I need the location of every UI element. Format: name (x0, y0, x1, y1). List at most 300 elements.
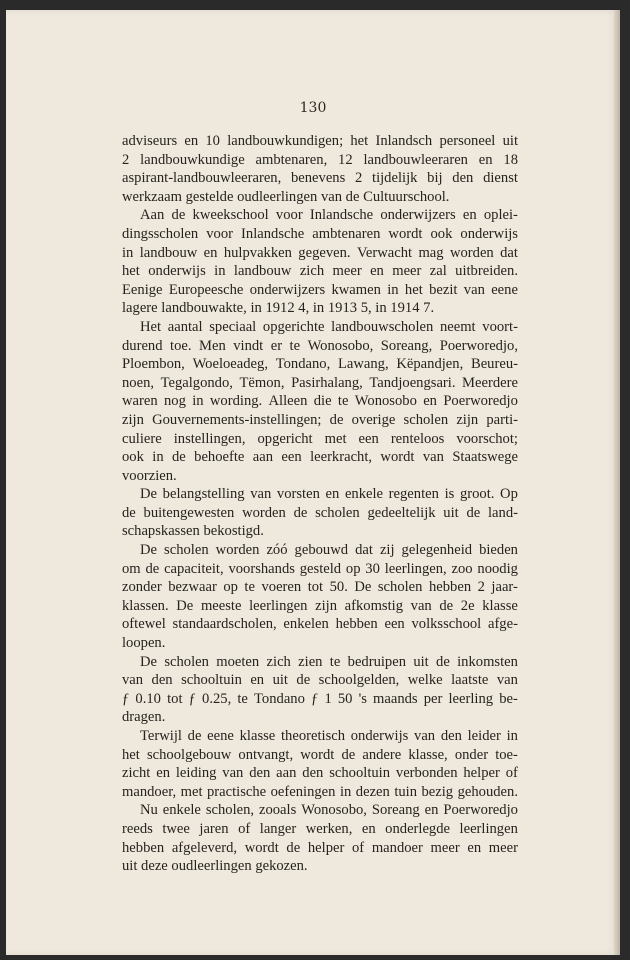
word: ook (430, 225, 453, 242)
word: hebben (122, 839, 165, 856)
word: Soreang (371, 802, 420, 819)
text-line (122, 801, 518, 820)
word: dezen (355, 783, 390, 800)
word: noen, (122, 374, 155, 391)
text-line (122, 653, 518, 672)
word: zijn (456, 411, 479, 428)
word: dingsscholen (122, 225, 199, 242)
word: klasse (482, 597, 518, 614)
word: 's (358, 690, 367, 707)
word: Inlandsch (375, 133, 433, 149)
word: leerling (448, 690, 494, 707)
word: en (478, 151, 493, 168)
word: instellingen, (173, 430, 246, 447)
text-line (122, 392, 518, 411)
word: per (423, 690, 443, 707)
word: be- (499, 690, 518, 707)
word: voorschot; (456, 430, 518, 447)
word: gehouden. (457, 783, 518, 800)
word: Verwacht (356, 244, 413, 261)
word: afgeleverd, (171, 839, 238, 856)
word: practische (206, 783, 267, 800)
word: te (329, 653, 341, 670)
word: groot. (459, 486, 495, 503)
word: helper (463, 765, 500, 782)
word: de (286, 839, 301, 856)
word: verbonden (395, 765, 458, 782)
word: worden (215, 542, 260, 559)
word: van (250, 486, 272, 503)
word: den (440, 728, 462, 744)
word: de (296, 672, 311, 689)
word: leerkracht, (310, 449, 373, 466)
word: Wonosobo, (301, 802, 367, 819)
word: De (140, 653, 158, 670)
text-line (122, 764, 518, 783)
word: en (467, 839, 482, 856)
word: Alleen (268, 393, 308, 410)
word: tot (167, 690, 183, 707)
word: te (289, 337, 301, 354)
word: enkele (162, 802, 201, 819)
word: mandoer (371, 839, 423, 856)
word: schoolgelden, (318, 672, 400, 689)
word: landbouwleeraren (363, 151, 468, 168)
word: gesteld (299, 560, 342, 577)
word: de (466, 504, 481, 521)
word: jaar- (491, 579, 518, 596)
word: ambtenaren (312, 225, 381, 242)
word: aantal (167, 318, 203, 335)
text-line (122, 727, 518, 746)
text-line (122, 355, 518, 374)
word: afge- (487, 616, 518, 633)
word: leerlingen, (384, 560, 447, 577)
word: en (424, 802, 439, 819)
text-line (122, 522, 518, 541)
word: scholen (377, 579, 423, 596)
word: onderlegde (385, 820, 451, 837)
word: onder (454, 746, 489, 763)
text-line (122, 430, 518, 449)
word: van (422, 449, 444, 466)
word: De (176, 597, 194, 614)
word: zal (429, 263, 447, 280)
word: gelegenheid (401, 542, 473, 559)
text-line (122, 262, 518, 281)
word: voor (275, 207, 303, 224)
word: oplei- (483, 207, 518, 224)
word: de (122, 504, 136, 521)
word: onderwijzers (380, 207, 456, 224)
word: is (444, 486, 455, 503)
word: mandoer, (122, 783, 177, 800)
word: behoefte (194, 449, 245, 466)
word: in (192, 393, 204, 410)
word: Tandjoengsari. (369, 374, 456, 391)
text-line (122, 467, 518, 486)
word: voeren (261, 579, 302, 596)
text-line (122, 708, 518, 727)
word: meer (392, 263, 422, 280)
word: of (351, 839, 365, 856)
word: zich (299, 263, 325, 280)
word: Poerworedjo, (439, 337, 518, 354)
word: van (496, 672, 518, 689)
word: en (423, 393, 437, 410)
word: Aan (140, 207, 165, 224)
word: werken, (305, 820, 353, 837)
word: aan (252, 449, 274, 466)
word: en (184, 133, 199, 149)
word: Poerworedjo (443, 393, 518, 410)
word: buitengewesten (143, 504, 235, 521)
word: toe- (495, 746, 518, 763)
word: de (341, 746, 356, 763)
word: Beureu- (470, 356, 518, 373)
text-line-content: voorzien. (122, 467, 177, 484)
word: 2 (477, 579, 485, 596)
word: eene (491, 281, 518, 298)
text-line (122, 820, 518, 839)
word: van (222, 765, 244, 782)
word: landbouw (139, 244, 198, 261)
word: bezit (429, 281, 458, 298)
word: landbouwscholen (331, 318, 434, 335)
word: scholen (315, 504, 360, 521)
word: Eenige (122, 281, 163, 298)
word: en (361, 820, 376, 837)
word: klasse (239, 728, 276, 744)
word: reeds (122, 820, 153, 837)
word: scholen (403, 411, 449, 428)
word: Tondano, (275, 356, 331, 373)
body-text (122, 132, 518, 876)
word: wordt (380, 449, 415, 466)
word: zóó (266, 542, 288, 559)
word: kweekschool (192, 207, 269, 224)
word: en (325, 486, 340, 503)
word: adviseurs (122, 133, 178, 149)
word: in (387, 281, 399, 298)
word: den (249, 765, 271, 782)
word: landbouwkundige (140, 151, 245, 168)
word: neemt (439, 318, 476, 335)
word: wordt (244, 839, 279, 856)
word: Wonosobo, (307, 337, 374, 354)
word: de (145, 560, 160, 577)
word: culiere (122, 430, 162, 447)
word: zijn (315, 597, 337, 614)
word: bezwaar (168, 579, 217, 596)
word: het (122, 263, 140, 280)
word: Staatswege (452, 449, 518, 466)
word: Wonosobo (354, 393, 417, 410)
word: scholen, (205, 802, 255, 819)
word: te (237, 690, 248, 707)
word: meer (488, 839, 518, 856)
word: wordt (388, 225, 423, 242)
word: tuin (394, 783, 418, 800)
word: 30 (365, 560, 380, 577)
word: voor (206, 225, 234, 242)
word: laatste (451, 672, 489, 689)
word: enkelen (283, 616, 329, 633)
text-line (122, 374, 518, 393)
text-line (122, 597, 518, 616)
book-page (6, 10, 620, 955)
word: gedeeltelijk (367, 504, 436, 521)
word: Op (500, 486, 518, 503)
word: wordt (300, 746, 335, 763)
word: van (122, 672, 144, 689)
word: dat (355, 542, 373, 559)
word: er (270, 337, 283, 354)
word: Pasirhalang, (291, 374, 363, 391)
word: Tondano (254, 690, 305, 707)
text-line-content: schapskassen bekostigd. (122, 523, 264, 540)
word: Europeesche (168, 281, 244, 298)
word: bieden (479, 542, 518, 559)
text-line-content: uit deze oudleerlingen gekozen. (122, 858, 308, 875)
word: Terwijl (140, 728, 182, 744)
word: onderwijs (460, 225, 518, 242)
word: onderwijs (350, 728, 409, 744)
text-line (122, 857, 518, 876)
word: landbouw (233, 263, 292, 280)
word: 2e (460, 597, 475, 614)
word: in (339, 783, 352, 800)
text-line (122, 634, 518, 653)
word: dienst (483, 170, 518, 187)
text-line (122, 225, 518, 244)
word: moeten (216, 653, 260, 670)
word: zien (298, 653, 323, 670)
word: hulpvakken (223, 244, 292, 261)
word: de (329, 411, 344, 428)
word: Këpandjen, (396, 356, 464, 373)
word: landbouwkundigen; (227, 133, 344, 149)
word: met (324, 430, 347, 447)
word: die (313, 393, 332, 410)
word: op (345, 560, 361, 577)
text-line (122, 188, 518, 207)
word: ook (122, 449, 144, 466)
word: afkomstig (344, 597, 404, 614)
text-line (122, 299, 518, 318)
word: zij (379, 542, 395, 559)
word: een (384, 616, 405, 633)
word: belangstelling (162, 486, 245, 503)
text-line-content: dragen. (122, 709, 166, 726)
word: klasse, (408, 746, 448, 763)
word: personeel (439, 133, 496, 149)
word: 10 (205, 133, 220, 149)
word: helper (307, 839, 345, 856)
word: speciaal (209, 318, 257, 335)
word: zooals (258, 802, 297, 819)
word: gebouwd (294, 542, 349, 559)
word: Poerworedjo (443, 802, 518, 819)
text-line (122, 541, 518, 560)
word: volksschool (411, 616, 482, 633)
text-line (122, 485, 518, 504)
word: schooltuin (181, 672, 242, 689)
word: te (244, 579, 255, 596)
word: de (439, 597, 454, 614)
word: standaardscholen, (172, 616, 277, 633)
word: Gouvernements-instellingen; (152, 411, 322, 428)
word: om (122, 560, 141, 577)
word: den (452, 170, 474, 187)
word: land- (487, 504, 518, 521)
word: meer (332, 263, 362, 280)
word: benevens (290, 170, 346, 187)
word: van (463, 281, 485, 298)
word: worden (242, 504, 286, 521)
word: 18 (503, 151, 518, 168)
word: de (172, 449, 186, 466)
word: de (436, 653, 450, 670)
word: het (404, 281, 423, 298)
word: 50. (329, 579, 348, 596)
word: regenten (388, 486, 439, 503)
text-line (122, 132, 518, 151)
word: schooltuin (329, 765, 391, 782)
text-line (122, 281, 518, 300)
word: worden (449, 244, 494, 261)
word: het (350, 133, 369, 149)
text-line (122, 151, 518, 170)
word: of (505, 765, 518, 782)
word: scholen (164, 653, 209, 670)
word: de (293, 504, 308, 521)
word: maands (373, 690, 418, 707)
word: 50 (337, 690, 353, 707)
text-line (122, 169, 518, 188)
word: tijdelijk (372, 170, 418, 187)
word: hebben (428, 579, 472, 596)
word: zoo (451, 560, 473, 577)
word: een (358, 430, 379, 447)
word: kwamen (331, 281, 381, 298)
word: onderwijs (148, 263, 206, 280)
word: Meerdere (462, 374, 518, 391)
word: Woeloeadeg, (192, 356, 268, 373)
word: aspirant-landbouwleeraren, (122, 170, 282, 187)
word: hebben (335, 616, 378, 633)
word: Soreang, (380, 337, 433, 354)
word: den (151, 672, 173, 689)
word: op (223, 579, 238, 596)
word: leerlingen (249, 597, 308, 614)
word: welke (407, 672, 443, 689)
word: capaciteit, (164, 560, 224, 577)
word: uit (502, 133, 518, 149)
word: ontvangt, (238, 746, 294, 763)
text-line-content: lagere landbouwakte, in 1912 4, in 1913 5, in 1914 7. (122, 300, 435, 317)
word: enkele (344, 486, 384, 503)
word: zicht (122, 765, 151, 782)
word: te (337, 393, 349, 410)
word: inkomsten (457, 653, 518, 670)
word: uit (272, 672, 288, 689)
text-line (122, 560, 518, 579)
word: bezig (421, 783, 454, 800)
word: 12 (338, 151, 353, 168)
word: vorsten (276, 486, 320, 503)
word: De (140, 486, 158, 503)
word: Ploembon, (122, 356, 185, 373)
word: meeste (200, 597, 242, 614)
text-line (122, 671, 518, 690)
word: in (506, 728, 518, 744)
page-number: 130 (299, 100, 327, 116)
word: met (180, 783, 203, 800)
text-line (122, 783, 518, 802)
word: uitbreiden. (455, 263, 518, 280)
word: Nu (140, 802, 158, 819)
word: De (354, 579, 372, 596)
word: en (156, 765, 171, 782)
word: 0.10 (135, 690, 161, 707)
word: leerlingen (459, 820, 518, 837)
text-line (122, 746, 518, 765)
text-line (122, 244, 518, 263)
word: 2 (355, 170, 363, 187)
word: toe. (170, 337, 192, 354)
word: zich (266, 653, 291, 670)
word: uit (443, 504, 459, 521)
word: een (281, 449, 302, 466)
word: den (302, 765, 324, 782)
word: leider (467, 728, 501, 744)
word: uit (413, 653, 429, 670)
text-line (122, 411, 518, 430)
word: scholen (164, 542, 209, 559)
word: voorshands (228, 560, 295, 577)
text-line-content: loopen. (122, 635, 166, 652)
word: De (140, 542, 158, 559)
word: parti- (486, 411, 518, 428)
text-line (122, 318, 518, 337)
word: of (238, 820, 251, 837)
word: de (187, 728, 202, 744)
word: en (370, 263, 384, 280)
text-line (122, 839, 518, 858)
text-line (122, 504, 518, 523)
word: theoretisch (281, 728, 346, 744)
word: dat (500, 244, 518, 261)
word: overige (351, 411, 396, 428)
text-line (122, 690, 518, 709)
word: ƒ (188, 690, 196, 707)
text-line (122, 448, 518, 467)
word: jaren (199, 820, 229, 837)
word: van (410, 597, 432, 614)
word: wording. (209, 393, 263, 410)
word: bedruipen (347, 653, 406, 670)
word: andere (362, 746, 402, 763)
text-line (122, 578, 518, 597)
page-edge (614, 10, 620, 955)
word: Het (140, 318, 162, 335)
word: voort- (482, 318, 518, 335)
word: 0.25, (202, 690, 232, 707)
word: renteloos (390, 430, 445, 447)
word: nog (163, 393, 186, 410)
word: in (214, 263, 226, 280)
